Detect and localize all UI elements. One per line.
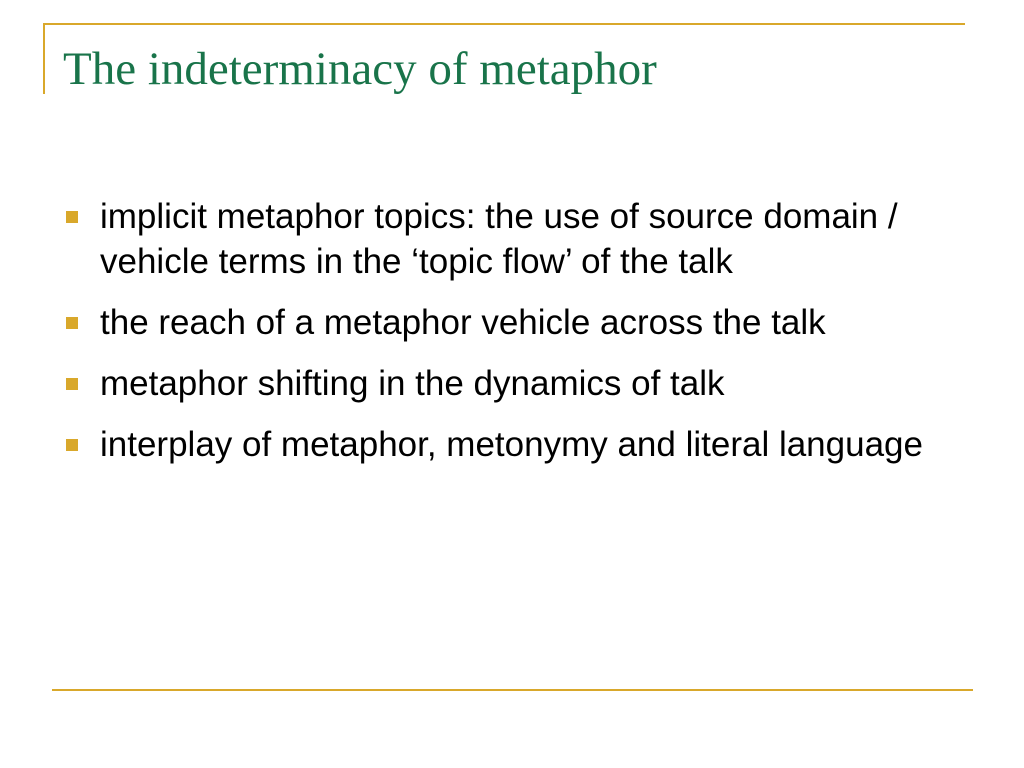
bullet-text: implicit metaphor topics: the use of source domain / vehicle terms in the ‘topic flow’ of the talk	[100, 197, 898, 281]
top-horizontal-rule	[43, 23, 965, 25]
bullet-item	[66, 422, 926, 467]
bullet-item	[66, 194, 926, 284]
bottom-horizontal-rule	[52, 689, 973, 691]
square-bullet-icon	[66, 439, 78, 451]
square-bullet-icon	[66, 317, 78, 329]
bullet-list	[66, 194, 926, 467]
top-left-vertical-rule	[43, 23, 45, 94]
square-bullet-icon	[66, 378, 78, 390]
bullet-item	[66, 361, 926, 406]
bullet-text: interplay of metaphor, metonymy and literal language	[100, 425, 923, 464]
bullet-text: metaphor shifting in the dynamics of talk	[100, 364, 725, 403]
square-bullet-icon	[66, 211, 78, 223]
bullet-text: the reach of a metaphor vehicle across the talk	[100, 303, 826, 342]
bullet-item	[66, 300, 926, 345]
slide-title: The indeterminacy of metaphor	[63, 43, 657, 95]
